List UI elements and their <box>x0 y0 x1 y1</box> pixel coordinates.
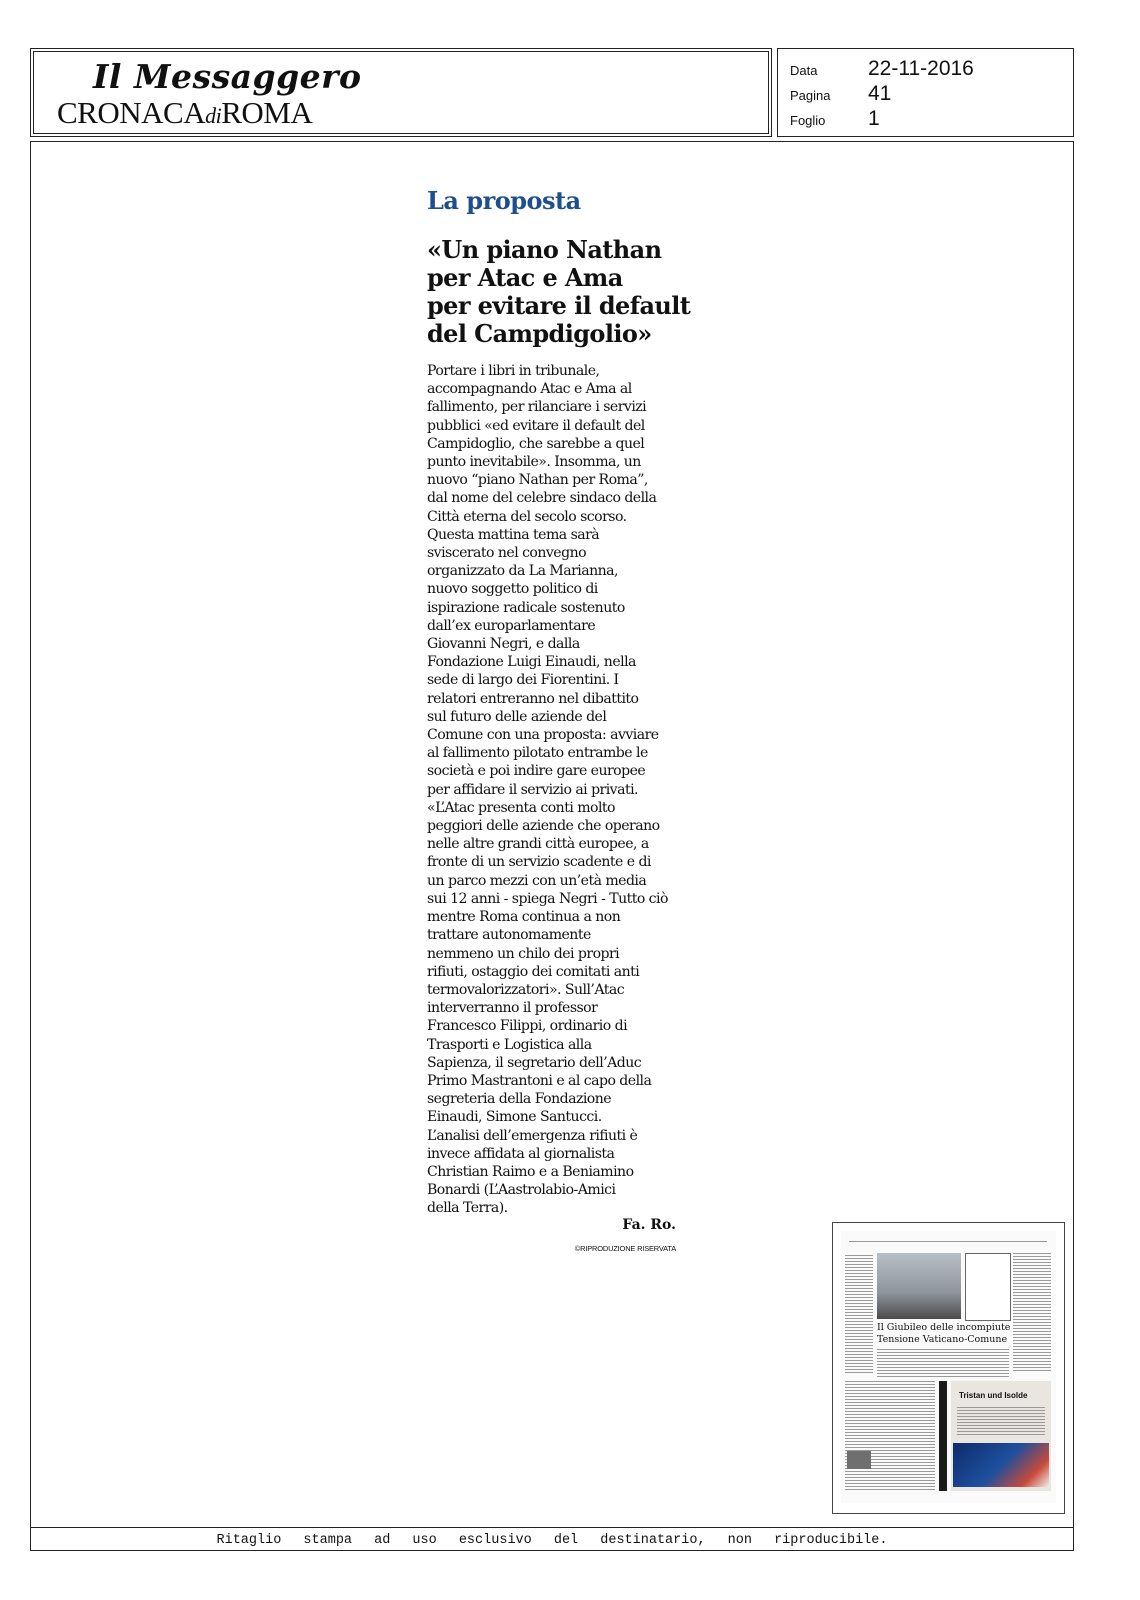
article-body-line: sede di largo dei Fiorentini. I <box>427 672 619 689</box>
article-body-line: «L’Atac presenta conti molto <box>427 799 615 816</box>
article-body-line: un parco mezzi con un’età media <box>427 872 647 889</box>
meta-row-date <box>790 59 1060 83</box>
thumbnail-top-rule <box>849 1241 1047 1243</box>
article-body-line: nelle altre grandi città europee, a <box>427 836 649 853</box>
thumbnail-ad-image <box>953 1443 1049 1487</box>
article-body-line: Sapienza, il segretario dell’Aduc <box>427 1054 642 1071</box>
article-body-line: trattare autonomamente <box>427 927 591 944</box>
article-kicker: La proposta <box>427 186 581 215</box>
thumbnail-text-column <box>877 1349 1009 1377</box>
copyright-notice: ©RIPRODUZIONE RISERVATA <box>574 1244 676 1253</box>
meta-row-sheet <box>790 109 1060 133</box>
article-body <box>427 362 681 1218</box>
article-body-line: invece affidata al giornalista <box>427 1145 615 1162</box>
article-body-line: Einaudi, Simone Santucci. <box>427 1109 602 1126</box>
article-body-line: dall’ex europarlamentare <box>427 617 596 634</box>
article-body-line: per affidare il servizio ai privati. <box>427 781 638 798</box>
thumbnail-page <box>841 1231 1056 1503</box>
masthead-box <box>30 48 772 137</box>
article-body-line: sviscerato nel convegno <box>427 545 587 562</box>
article-body-line: nemmeno un chilo dei propri <box>427 945 620 962</box>
article-body-line: Portare i libri in tribunale, <box>427 363 600 379</box>
section-title <box>57 95 312 131</box>
article-body-line: fronte di un servizio scadente e di <box>427 854 651 871</box>
headline-line: per Atac e Ama <box>427 263 623 292</box>
meta-row-page <box>790 84 1060 108</box>
article-body-line: punto inevitabile». Insomma, un <box>427 454 641 471</box>
thumbnail-infographic <box>965 1253 1011 1321</box>
thumbnail-text-column <box>1013 1253 1051 1373</box>
section-title-part1: CRONACA <box>57 95 206 130</box>
article-body-line: accompagnando Atac e Ama al <box>427 381 632 398</box>
section-title-di: di <box>205 103 222 128</box>
article-body-line: al fallimento pilotato entrambe le <box>427 745 648 762</box>
meta-value: 1 <box>868 107 880 130</box>
thumbnail-ad-text <box>957 1407 1045 1437</box>
article-body-line: sui 12 anni - spiega Negri - Tutto ciò <box>427 890 668 907</box>
thumbnail-headline: Tensione Vaticano-Comune <box>877 1334 1008 1345</box>
article-body-line: dal nome del celebre sindaco della <box>427 490 657 507</box>
article-body-line: segreteria della Fondazione <box>427 1091 612 1108</box>
thumbnail-headline: Il Giubileo delle incompiute <box>877 1322 1011 1333</box>
page-thumbnail <box>832 1222 1065 1514</box>
meta-value: 41 <box>868 82 892 105</box>
article-headline <box>427 236 697 348</box>
thumbnail-dark-strip <box>939 1381 947 1491</box>
article-body-line: Questa mattina tema sarà <box>427 526 600 543</box>
article-body-line: Trasporti e Logistica alla <box>427 1036 592 1053</box>
thumbnail-ad-title: Tristan und Isolde <box>959 1391 1028 1400</box>
thumbnail-small-photo <box>847 1451 871 1469</box>
footer-divider <box>31 1527 1073 1528</box>
article-signature: Fa. Ro. <box>622 1217 676 1233</box>
thumbnail-photo <box>877 1253 961 1319</box>
article-body-line: termovalorizzatori». Sull’Atac <box>427 981 625 998</box>
article-body-line: Città eterna del secolo scorso. <box>427 508 627 525</box>
footer-notice: Ritaglio stampa ad uso esclusivo del destinatario, non riproducibile. <box>216 1533 888 1548</box>
article-body-line: L’analisi dell’emergenza rifiuti è <box>427 1127 638 1144</box>
article-body-line: della Terra). <box>427 1200 508 1217</box>
article-body-line: mentre Roma continua a non <box>427 909 621 926</box>
headline-line: per evitare il default <box>427 291 691 320</box>
meta-label: Pagina <box>790 88 831 103</box>
article-body-line: fallimento, per rilanciare i servizi <box>427 399 647 416</box>
article-body-line: società e poi indire gare europee <box>427 763 646 780</box>
section-title-part2: ROMA <box>221 95 313 130</box>
article-body-line: Christian Raimo e a Beniamino <box>427 1163 634 1180</box>
newspaper-masthead: Il Messaggero <box>93 57 362 96</box>
meta-label: Data <box>790 63 818 78</box>
clipping-metadata-box <box>777 48 1074 137</box>
article-body-line: relatori entreranno nel dibattito <box>427 690 639 707</box>
meta-label: Foglio <box>790 113 826 128</box>
article-body-line: ispirazione radicale sostenuto <box>427 599 625 616</box>
article-body-line: Giovanni Negri, e dalla <box>427 636 580 653</box>
article-body-line: Comune con una proposta: avviare <box>427 727 659 744</box>
article-body-line: Fondazione Luigi Einaudi, nella <box>427 654 636 671</box>
article-body-line: sul futuro delle aziende del <box>427 708 607 725</box>
article-body-line: Bonardi (L’Aastrolabio-Amici <box>427 1182 616 1199</box>
headline-line: «Un piano Nathan <box>427 235 662 264</box>
article-body-line: Campidoglio, che sarebbe a quel <box>427 435 645 452</box>
thumbnail-text-column <box>845 1381 935 1491</box>
article-body-line: nuovo soggetto politico di <box>427 581 598 598</box>
meta-value: 22-11-2016 <box>868 57 974 80</box>
article-body-line: peggiori delle aziende che operano <box>427 818 660 835</box>
article-body-line: organizzato da La Marianna, <box>427 563 618 580</box>
article-body-line: rifiuti, ostaggio dei comitati anti <box>427 963 640 980</box>
headline-line: del Campdigolio» <box>427 319 652 348</box>
article-body-line: Francesco Filippi, ordinario di <box>427 1018 628 1035</box>
article-body-line: interverranno il professor <box>427 1000 598 1017</box>
article-body-line: pubblici «ed evitare il default del <box>427 417 645 434</box>
thumbnail-text-column <box>845 1255 873 1375</box>
article-body-line: Primo Mastrantoni e al capo della <box>427 1072 652 1089</box>
article-body-line: nuovo “piano Nathan per Roma”, <box>427 472 648 489</box>
